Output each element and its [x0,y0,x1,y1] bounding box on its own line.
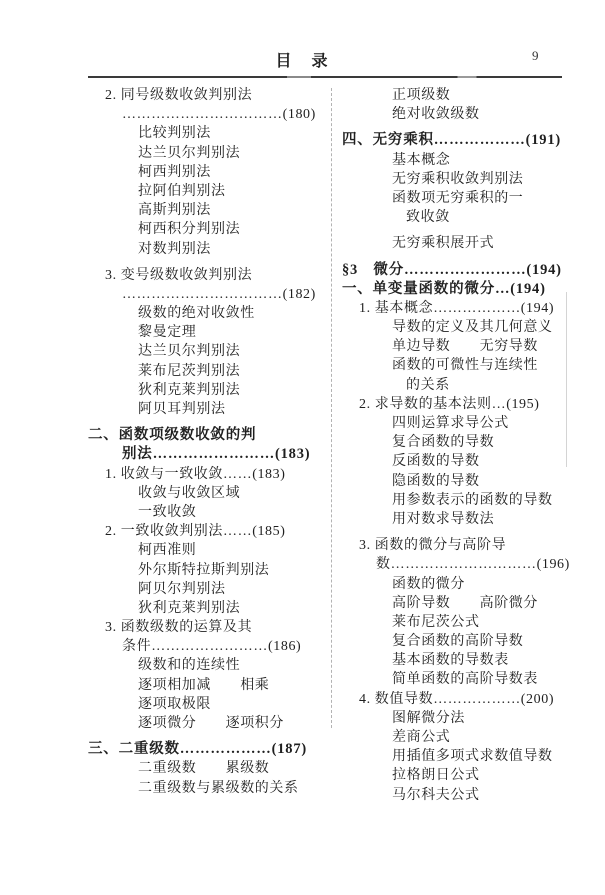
toc-line: 二重级数 累级数 [138,761,270,777]
toc-line: 数…………………………(196) [376,557,570,573]
toc-line: 3. 变号级数收敛判别法 [105,267,253,283]
toc-line: 绝对收敛级数 [392,107,480,123]
toc-line: 别法……………………(183) [122,446,311,463]
page-number: 9 [532,48,539,63]
toc-line: 图解微分法 [392,710,465,726]
toc-line: 2. 同号级数收敛判别法 [105,88,253,103]
toc-line: 复合函数的高阶导数 [392,634,524,650]
toc-line: 柯西积分判别法 [138,222,241,238]
header-rule [88,76,562,78]
toc-line: 1. 收敛与一致收敛……(183) [105,466,286,482]
toc-line: 二、函数项级数收敛的判 [88,427,257,444]
toc-line: 2. 求导数的基本法则…(195) [359,396,540,412]
toc-line: 反函数的导数 [392,454,480,470]
toc-line: 逐项微分 逐项积分 [138,716,284,731]
toc-line: 基本概念 [392,152,451,168]
toc-line: 莱布尼茨判别法 [138,363,241,379]
toc-line: 2. 一致收敛判别法……(185) [105,524,286,540]
toc-line: 用插值多项式求数值导数 [392,749,553,765]
toc-line: 收敛与收敛区域 [138,485,241,501]
toc-line: §3 微分……………………(194) [342,261,562,278]
toc-line: 差商公式 [392,730,451,745]
toc-line: 简单函数的高阶导数表 [392,672,538,688]
toc-line: 高斯判别法 [138,203,211,219]
toc-line: 阿贝尔判别法 [138,581,226,597]
toc-column-right [342,86,568,805]
toc-line: 致收敛 [406,210,450,226]
toc-line: 拉阿伯判别法 [138,183,226,199]
toc-line: 三、二重级数………………(187) [88,741,308,758]
toc-line: 四则运算求导公式 [392,416,509,431]
toc-line: 逐项取极限 [138,696,211,712]
toc-line: 逐项相加减 相乘 [138,677,270,693]
toc-line: 柯西判别法 [138,164,211,180]
toc-line: 黎曼定理 [138,325,197,341]
toc-line: 函数的可微性与连续性 [392,358,538,374]
toc-line: 无穷乘积展开式 [392,236,495,252]
toc-line: ……………………………(182) [122,286,316,302]
toc-line: 达兰贝尔判别法 [138,344,241,360]
toc-line: 单边导数 无穷导数 [392,339,538,355]
toc-line: 用对数求导数法 [392,511,495,527]
toc-line: 3. 函数的微分与高阶导 [359,538,507,554]
toc-line: 一致收敛 [138,504,197,520]
toc-line: 狄利克莱判别法 [138,600,241,616]
toc-line: 拉格朗日公式 [392,768,480,784]
toc-line: 用参数表示的函数的导数 [392,492,553,508]
toc-line: 函数项无穷乘积的一 [392,190,524,206]
toc-line: 隐函数的导数 [392,473,480,489]
toc-line: 导数的定义及其几何意义 [392,320,553,336]
toc-line: 对数判别法 [138,241,211,257]
toc-line: 条件……………………(186) [122,639,302,655]
toc-line: 柯西准则 [138,543,197,559]
toc-line: 达兰贝尔判别法 [138,145,241,161]
toc-line: 莱布尼茨公式 [392,614,480,630]
toc-line: 比较判别法 [138,126,211,142]
toc-line: 级数的绝对收敛性 [138,306,255,322]
toc-line: 高阶导数 高阶微分 [392,595,538,611]
toc-line: 3. 函数级数的运算及其 [105,620,253,636]
toc-column-left [88,86,331,798]
toc-line: 复合函数的导数 [392,435,495,451]
toc-line: 四、无穷乘积………………(191) [342,132,562,149]
toc-line: ……………………………(180) [122,107,316,123]
toc-line: 无穷乘积收敛判别法 [392,171,524,187]
toc-line: 马尔科夫公式 [392,787,480,803]
toc-line: 4. 数值导数………………(200) [359,691,555,707]
toc [88,86,568,805]
toc-line: 的关系 [406,377,450,393]
toc-line: 1. 基本概念………………(194) [359,300,555,316]
toc-line: 基本函数的导数表 [392,653,509,669]
toc-line: 二重级数与累级数的关系 [138,780,299,796]
toc-line: 一、单变量函数的微分…(194) [342,280,546,297]
toc-line: 级数和的连续性 [138,658,241,674]
toc-line: 狄利克莱判别法 [138,382,241,398]
toc-line: 阿贝耳判别法 [138,402,226,417]
toc-line: 函数的微分 [392,576,465,592]
toc-line: 正项级数 [392,88,451,103]
page-title: 目 录 [275,53,330,70]
toc-line: 外尔斯特拉斯判别法 [138,562,270,578]
